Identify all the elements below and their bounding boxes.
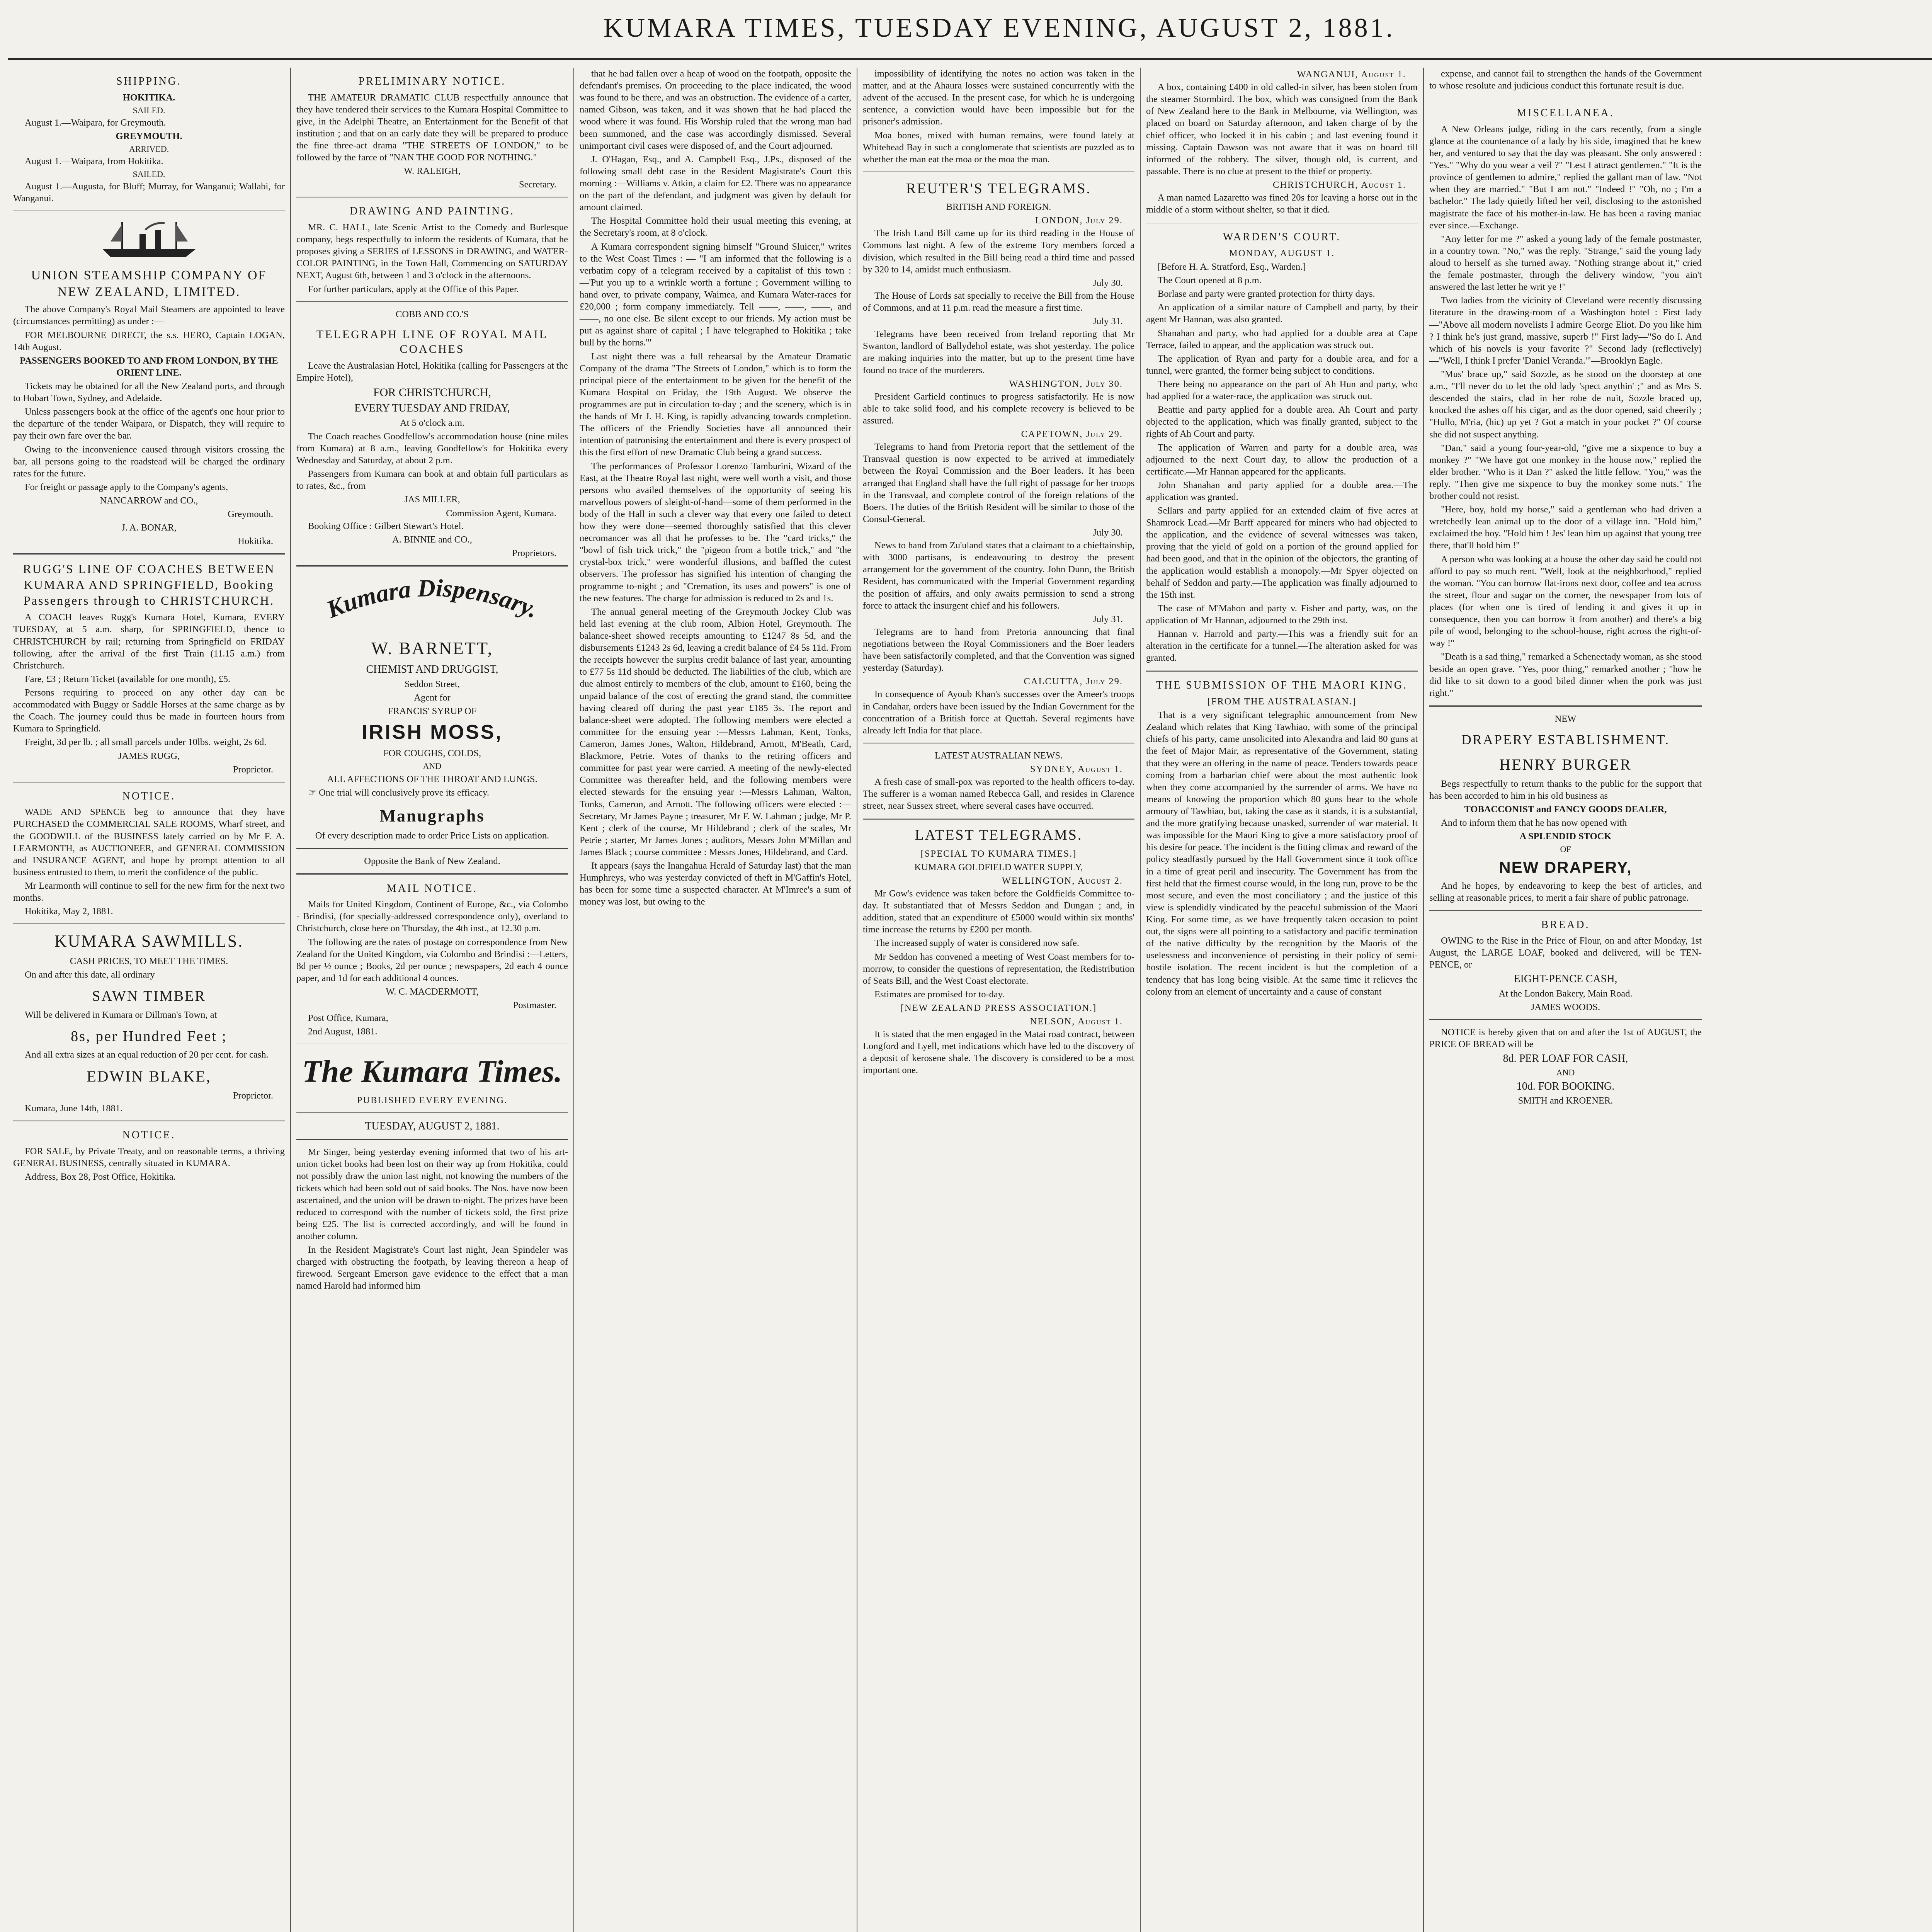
signature: W. RALEIGH,	[404, 166, 461, 177]
paper-title: The Kumara Times.	[302, 1054, 563, 1089]
hokitika-heading: HOKITIKA.	[122, 92, 175, 103]
signature-title: Proprietors.	[512, 548, 556, 558]
misc-paragraph: "Any letter for me ?" asked a young lady of the female postmaster, in a country town. "No," was the reply. "Strange," said the young lady aloud to herself as she turned away. "Nothing strange about it," cried the female postmaster, through the delivery window, "you ain't answered the last letter he writ ye !"	[1429, 233, 1702, 293]
bread-heading: BREAD.	[1541, 918, 1590, 931]
dateline: LONDON, July 29.	[1035, 215, 1123, 226]
cobb-paragraph: The Coach reaches Goodfellow's accommodation house (nine miles from Kumara) at 8 a.m., leaving Goodfellow's for Hokitika every Wednesday and Saturday, at about 2 p.m.	[296, 431, 568, 466]
article-paragraph: Moa bones, mixed with human remains, were found lately at Whitehead Bay in such a conglomerate that scientists are puzzled as to whether the man eat the moa or the moa the man.	[863, 130, 1134, 165]
divider	[296, 1044, 568, 1045]
telegram-paragraph: A fresh case of small-pox was reported to the health officers to-day. The sufferer is a woman named Rebecca Gall, and resides in Clarence street, near Sussex street, where several cases have occurred.	[863, 777, 1134, 811]
submission-paragraph: That is a very significant telegraphic announcement from New Zealand which relates that King Tawhiao, with some of the principal chiefs of his party, came unsolicited into Alexandra and laid 80 guns at the feet of Major Mair, as representative of the Government, stating that they were an offering in the name of peace. Tenders towards peace coming from a barbarian chief were about the most authentic look when they come accompanied by the surrender of arms. We have no means of knowing the proportion which 80 guns bear to the whole armoury of Tawhiao, but, taking the case as it stands, it is a substantial, and the more gratifying because unasked, surrender of war material. It was impossible for the Maori King to give a more satisfactory proof of his desire for peace. The incident is the fitting climax and reward of the policy steadfastly pursued by the Hall Government since it took office in a time of great peril and insecurity. The Government has from the first held that the firmest course would, in the long run, prove to be the most secure, and even the most conciliatory ; and the justice of this view is splendidly vindicated by the peaceful submission of the Maori King. For some time, as we have frequently taken occasion to point out, the signs were all pointing to a satisfactory and pacific termination of the native difficulty by the recognition by the Maoris of the uselessness and inconvenience of persisting in their policy of semi-hostile isolation. The recent incident is but the completion of a tendency that has long being visible. At the same time it relieves the colony from an element of uncertainty and a cause of constant	[1146, 710, 1418, 997]
dateline: July 30.	[1093, 277, 1123, 288]
divider	[13, 553, 285, 555]
masthead	[0, 7, 1932, 49]
misc-paragraph: A New Orleans judge, riding in the cars recently, from a single glance at the countenance of a lady by his side, imagined that he knew her, and ventured to say that the day was pleasant. She only answered : "Yes." "Why do you wear a veil ?" "Lest I attract gentlemen." "It is the province of gentlemen to admire," replied the gallant man of law. "Not when they are married." "But I am not." "Indeed !" "Oh, no ; I'm a bachelor." The lady quietly lifted her veil, disclosing to the astonished magistrate the face of his mother-in-law. He has been a raving maniac ever since.—Exchange.	[1429, 124, 1702, 231]
submission-heading: THE SUBMISSION OF THE MAORI KING.	[1156, 679, 1408, 692]
seddon-street: Seddon Street,	[405, 679, 460, 689]
warden-before: [Before H. A. Stratford, Esq., Warden.]	[1158, 261, 1306, 272]
signature: W. C. MACDERMOTT,	[386, 986, 479, 997]
warden-paragraph: The case of M'Mahon and party v. Fisher and party, was, on the application of Mr Hannan, adjourned to the 29th inst.	[1146, 603, 1418, 626]
price-cash: 8d. PER LOAF FOR CASH,	[1503, 1053, 1628, 1065]
column-6	[1424, 68, 1707, 1932]
sailed-label: SAILED.	[133, 105, 165, 115]
misc-paragraph: "Here, boy, hold my horse," said a gentleman who had driven a wretchedly lean animal up to the door of a village inn. "Hold him," exclaimed the boy. "Hold him ! Jes' lean him up against that young tree there, that'll hold him !"	[1429, 504, 1702, 551]
article-paragraph: The annual general meeting of the Greymouth Jockey Club was held last evening at the club room, Albion Hotel, Greymouth. The balance-sheet showed receipts amounting to £1247 8s 5d, and the disbursements £1243 2s 6d, leaving a credit balance of £4 5s 11d. From the receipts however the surplus credit balance of last year, amounting to £77 5s 11d should be deducted. The liabilities of the club, which are due almost entirely to members of the club, amount to £160, being the unpaid balance of the cost of erecting the grand stand, the committee having cleared off during the past year £185 3s. The report and balance-sheet were adopted. The following members were elected a committee for the ensuing year :—Messrs Lahman, Kent, Tonks, Cameron, James Jones, Walton, Hildebrand, Arnott, M'Beath, Card, Blackmore, Petrie. Votes of thanks to the retiring officers and committee for past year were carried. A meeting of the newly-elected Committee was thereafter held, and the following members were elected stewards for the ensuing year :—Messrs Lahman, Walton, Tonks, Cameron, and Arnott. The following officers were elected :—Secretary, Mr James Payne ; treasurer, Mr F. W. Lahman ; judge, Mr P. Kent ; clerk of the course, Mr Hildebrand ; clerk of the scales, Mr Petrie ; starter, Mr James Jones ; auditors, Messrs John M'Millan and James Black ; course committee : Messrs Jones, Hildebrand, and Card.	[580, 606, 851, 857]
timber-price: 8s, per Hundred Feet ;	[71, 1028, 227, 1044]
signature: A. BINNIE and CO.,	[392, 534, 472, 545]
divider	[1429, 1019, 1702, 1020]
signature: JAMES RUGG,	[118, 750, 180, 761]
signature-title: Postmaster.	[513, 1000, 556, 1011]
sailed-label: SAILED.	[133, 169, 165, 179]
signature: SMITH and KROENER.	[1518, 1095, 1613, 1106]
divider	[1146, 222, 1418, 223]
column-3	[574, 68, 857, 1932]
coughs: FOR COUGHS, COLDS,	[383, 748, 481, 759]
dateline: CALCUTTA, July 29.	[1024, 676, 1123, 687]
rugg-paragraph: Persons requiring to proceed on any other day can be accommodated with Buggy or Saddle Horses at the same charge as by the Coach. The journey could thus be made in fourteen hours from Kumara to Springfield.	[13, 687, 285, 734]
dateline: July 30.	[1093, 527, 1123, 538]
article-paragraph: expense, and cannot fail to strengthen the hands of the Government to whose resolute and judicious conduct this fortunate result is due.	[1429, 68, 1702, 91]
warden-paragraph: Borlase and party were granted protection for thirty days.	[1158, 289, 1375, 299]
signature-title: Secretary.	[519, 179, 556, 190]
sale-paragraph: FOR SALE, by Private Treaty, and on reasonable terms, a thriving GENERAL BUSINESS, centrally situated in KUMARA.	[13, 1146, 285, 1168]
divider	[863, 172, 1134, 173]
notice-heading: NOTICE.	[122, 790, 176, 802]
column-1	[8, 68, 291, 1932]
francis-syrup: FRANCIS' SYRUP OF	[388, 706, 477, 717]
telegram-paragraph: Mr Seddon has convened a meeting of West Coast members for to-morrow, to consider the questions of representation, the Redistribution of Seats Bill, and the West Coast electorate.	[863, 951, 1134, 986]
press-association-label: [NEW ZEALAND PRESS ASSOCIATION.]	[900, 1002, 1097, 1013]
dateline: NELSON, August 1.	[1030, 1016, 1123, 1027]
union-paragraph: Unless passengers book at the office of the agent's one hour prior to the departure of the tender Waipara, or Dispatch, they will require to pay their own fare over the bar.	[13, 406, 285, 441]
burger-paragraph: And to inform them that he has now opened with	[1441, 817, 1627, 828]
svg-text:Kumara Dispensary.	[322, 574, 542, 624]
miscellanea-heading: MISCELLANEA.	[1517, 107, 1614, 119]
sawn-timber: SAWN TIMBER	[92, 988, 206, 1005]
shipping-line: August 1.—Waipara, from Hokitika.	[25, 156, 163, 167]
cobb-paragraph: Passengers from Kumara can book at and obtain full particulars as to rates, &c., from	[296, 469, 568, 492]
of-label: OF	[1560, 844, 1571, 854]
union-paragraph: FOR MELBOURNE DIRECT, the s.s. HERO, Captain LOGAN, 14th August.	[13, 330, 285, 352]
burger-paragraph: Begs respectfully to return thanks to the public for the support that has been accorded to him in his old business as	[1429, 778, 1702, 801]
cobb-paragraph: Leave the Australasian Hotel, Hokitika (calling for Passengers at the Empire Hotel),	[296, 360, 568, 383]
masthead-title: KUMARA TIMES, TUESDAY EVENING, AUGUST 2, 1881.	[603, 13, 1395, 43]
article-paragraph: J. O'Hagan, Esq., and A. Campbell Esq., J.Ps., disposed of the following small debt case in the Resident Magistrate's Court this morning :—Williams v. Atkin, a claim for £2. There was no appearance on the part of the defendant, and judgment was given by default for amount claimed.	[580, 154, 851, 213]
divider	[1429, 98, 1702, 99]
dispensary-arc-title	[297, 573, 568, 631]
shipping-heading: SHIPPING.	[116, 75, 182, 87]
chemist: CHEMIST AND DRUGGIST,	[366, 663, 498, 676]
manugraphs-title: Manugraphs	[379, 806, 485, 825]
signature: JAMES WOODS.	[1531, 1002, 1600, 1013]
agent-location: Hokitika.	[238, 536, 273, 547]
agent-name: NANCARROW and CO.,	[100, 495, 198, 506]
signature-title: Proprietor.	[233, 764, 273, 775]
agent-name: J. A. BONAR,	[121, 522, 177, 533]
steamship-icon	[99, 218, 199, 261]
wade-paragraph: WADE AND SPENCE beg to announce that they have PURCHASED the COMMERCIAL SALE ROOMS, Wharf street, and the GOODWILL of the BUSINESS lately carried on by Mr F. A. LEARMONTH, as AUCTIONEER, and GENERAL COMMISSION and INSURANCE AGENT, and hope by prompt attention to all business entrusted to them, to merit the confidence of the public.	[13, 807, 285, 878]
notice-paragraph: NOTICE is hereby given that on and after the 1st of AUGUST, the PRICE OF BREAD will be	[1429, 1027, 1702, 1050]
price-booking: 10d. FOR BOOKING.	[1516, 1080, 1615, 1092]
misc-paragraph: Two ladies from the vicinity of Cleveland were recently discussing literature in the drawing-room of a Washington hotel : First lady—"Above all modern novelists I admire George Eliot. Do you like him ? I think he's just grand, massive, superb !" First lady—"So do I. And which of his novels is your favorite ?" Second lady (reflectively)—"Well, I think I prefer 'Daniel Veranda.'"—Brooklyn Eagle.	[1429, 295, 1702, 366]
divider	[1429, 705, 1702, 707]
tobacconist: TOBACCONIST and FANCY GOODS DEALER,	[1464, 804, 1667, 815]
article-paragraph: The performances of Professor Lorenzo Tamburini, Wizard of the East, at the Theatre Royal last night, were well worth a visit, and those persons who availed themselves of the opportunity of seeing his marvellous powers of sleight-of-hand—some of them performed in the body of the Hall in such a clever way that every one failed to detect how they were done—seemed thoroughly satisfied that this clever necromancer was all that he professes to be. The "card tricks," the "bowl of fish trick trick," the "pigeon from a bottle trick," and "the crystal-box trick," were wonderful illusions, and baffled the cutest observers. The professor has signified his intention of changing the programme to-night ; and "Cremation, its uses and powers" is one of the new features. The charge for admission is reduced to 2s and 1s.	[580, 461, 851, 604]
article-paragraph: The Hospital Committee hold their usual meeting this evening, at the Secretary's room, at 8 o'clock.	[580, 216, 851, 238]
sawmill-paragraph: On and after this date, all ordinary	[25, 969, 155, 980]
mail-notice-heading: MAIL NOTICE.	[386, 882, 478, 895]
telegram-paragraph: President Garfield continues to progress satisfactorily. He is now able to take solid food, and his complete recovery is believed to be assured.	[863, 391, 1134, 426]
special-label: [SPECIAL TO KUMARA TIMES.]	[920, 848, 1077, 859]
dateline: CAPETOWN, July 29.	[1021, 429, 1123, 440]
opposite-bank: Opposite the Bank of New Zealand.	[364, 855, 500, 866]
greymouth-heading: GREYMOUTH.	[116, 131, 182, 141]
reuters-heading: REUTER'S TELEGRAMS.	[906, 180, 1092, 197]
telegram-paragraph: Estimates are promised for to-day.	[874, 989, 1005, 1000]
and-label: AND	[423, 761, 442, 771]
divider	[296, 1139, 568, 1140]
article-paragraph: It appears (says the Inangahua Herald of Saturday last) that the man Humphreys, who was yesterday convicted of theft in M'Gaffin's Hotel, has been for some time a suspected character. At M'Imree's a sum of money was lost, but owing to the	[580, 861, 851, 907]
barnett-name: W. BARNETT,	[371, 638, 493, 658]
misc-paragraph: "Mus' brace up," said Sozzle, as he stood on the doorstep at one a.m., "I'll never do to let the old lady 'spect anythin' ;" and as Mrs S. descended the stairs, clad in her robe de nuit, Sozzle braced up, knocked the ashes off his cigar, and as the door opened, said cheerily ; "Hullo, M'ria, (hic) up yet ? Got a match in your pocket ?" Of course she did not suspect anything.	[1429, 369, 1702, 440]
edwin-blake: EDWIN BLAKE,	[87, 1068, 211, 1085]
rugg-paragraph: A COACH leaves Rugg's Kumara Hotel, Kumara, EVERY TUESDAY, at 5 a.m. sharp, for SPRINGFIELD, thence to CHRISTCHURCH by rail; returning from Springfield on FRIDAY following, after the arrival of the first Train (11.15 a.m.) from Christchurch.	[13, 612, 285, 671]
article-paragraph: A Kumara correspondent signing himself "Ground Sluicer," writes to the West Coast Times : — "I am informed that the following is a verbatim copy of a telegram received by a capitalist of this town :—'Put you up to a wrinkle worth a fortune ; Government willing to hand over, to private company, Waimea, and Kumara Water-races for £20,000 ; form company immediately. Tell ——, ——, ——, and ——, no one else. Be silent except to our friends. My action must be put as against share of capital ; I have telegraphed to Hokitika ; take bull by the horns.'"	[580, 241, 851, 348]
amateur-dramatic-paragraph: THE AMATEUR DRAMATIC CLUB respectfully announce that they have tendered their services to the Kumara Hospital Committee to give, in the Adelphi Theatre, an Entertainment for the Benefit of that institution ; and that on an early date they will be prepared to produce the fine three-act drama "THE STREETS OF LONDON," to be followed by the farce of "NAN THE GOOD FOR NOTHING."	[296, 92, 568, 163]
column-2	[291, 68, 574, 1932]
passengers-booked: PASSENGERS BOOKED TO AND FROM LONDON, BY THE ORIENT LINE.	[20, 355, 278, 378]
telegram-paragraph: News to hand from Zu'uland states that a claimant to a chieftainship, with 3000 partisans, is endeavouring to destroy the present arrangement for the government of the country. John Dunn, the British Resident, has communicated with the Imperial Government regarding the position of affairs, and only awaits permission to send a strong force to attack the insurgent chief and his followers.	[863, 540, 1134, 611]
telegram-paragraph: A box, containing £400 in old called-in silver, has been stolen from the steamer Stormbird. The box, which was consigned from the Bank of New Zealand here to the Bank in Melbourne, via Wellington, was placed on board on Saturday afternoon, and taken charge of by the chief officer, who locked it in his cabin ; and last evening found it missing. Captain Dawson was not aware that it was on board till informed of the robbery. The silver, though old, is current, and passable. There is no clue at present to the thief or property.	[1146, 82, 1418, 177]
latest-australian-heading: LATEST AUSTRALIAN NEWS.	[935, 750, 1063, 761]
sawmills-title: KUMARA SAWMILLS.	[54, 932, 244, 951]
telegram-paragraph: The House of Lords sat specially to receive the Bill from the House of Commons, and at 11 p.m. read the measure a first time.	[863, 290, 1134, 313]
article-paragraph: that he had fallen over a heap of wood on the footpath, opposite the defendant's premises. On proceeding to the place indicated, the wood was found to be there, and was an obstruction. The evidence of a carter, named Gibson, was taken, and it was shown that he had placed the wood where it was found. His Worship ruled that the wrong man had been summoned, and the case was accordingly dismissed. Several unimportant civil cases were disposed of, and the Court adjourned.	[580, 68, 851, 151]
article-paragraph: Mr Singer, being yesterday evening informed that two of his art-union ticket books had been lost on their way up from Hokitika, could not possibly draw the union last night, not knowing the numbers of the tickets which had been sold out of said books. The Nos. have now been ascertained, and the union will be drawn to-night. The prizes have been reduced to correspond with the number of tickets sold, the first prize being £25. The list is corrected accordingly, and will be found in another column.	[296, 1147, 568, 1242]
union-steamship-title: UNION STEAMSHIP COMPANY OF NEW ZEALAND, LIMITED.	[31, 268, 267, 299]
article-paragraph: In the Resident Magistrate's Court last night, Jean Spindeler was charged with obstructing the footpath, by leaving thereon a heap of firewood. Sergeant Emerson gave evidence to the effect that a man named Harold had informed him	[296, 1245, 568, 1291]
warden-paragraph: Beattie and party applied for a double area. Ah Court and party objected to the application, which was finally granted, subject to the rights of Ah Court and party.	[1146, 405, 1418, 439]
henry-burger: HENRY BURGER	[1499, 755, 1632, 773]
newspaper-columns	[8, 68, 1932, 1932]
masthead-rule	[8, 58, 1932, 60]
union-paragraph: Tickets may be obtained for all the New Zealand ports, and through to Hobart Town, Sydney, and Adelaide.	[13, 381, 285, 404]
telegram-paragraph: A man named Lazaretto was fined 20s for leaving a horse out in the middle of a storm without shelter, so that it died.	[1146, 192, 1418, 215]
warden-paragraph: Shanahan and party, who had applied for a double area at Cape Terrace, failed to appear, and the application was struck out.	[1146, 328, 1418, 350]
post-office: Post Office, Kumara,	[308, 1013, 388, 1024]
telegram-paragraph: Telegrams are to hand from Pretoria announcing that final negotiations between the Royal Commissioners and the Boer leaders have been satisfactorily completed, and that the Convention was signed yesterday (Saturday).	[863, 626, 1134, 673]
misc-paragraph: "Dan," said a young four-year-old, "give me a sixpence to buy a monkey ?" "We have got one monkey in the house now," replied the elder brother. "Who is it Dan ?" asked the little fellow. "You," was the reply. "Then give me sixpence to buy the monkey some nuts." The brother could not resist.	[1429, 442, 1702, 502]
arrived-label: ARRIVED.	[129, 144, 169, 154]
divider	[296, 565, 568, 567]
warden-paragraph: The application of Ryan and party for a double area, and for a tunnel, were granted, the former being subject to conditions.	[1146, 353, 1418, 376]
divider	[13, 211, 285, 212]
warden-paragraph: John Shanahan and party applied for a double area.—The application was granted.	[1146, 480, 1418, 502]
misc-paragraph: "Death is a sad thing," remarked a Schenectady woman, as she stood beside an open grave. "Yes, poor thing," remarked another ; "how he did like to sit down to a good biled dinner when the pork was just right."	[1429, 651, 1702, 698]
divider	[863, 818, 1134, 820]
dateline: Kumara, June 14th, 1881.	[25, 1103, 123, 1114]
telegram-paragraph: It is stated that the men engaged in the Matai road contract, between Longford and Lyell, met indications which have led to the discovery of a deposit of kerosene shale. The discovery is considered to be a most important one.	[863, 1029, 1134, 1076]
bakery-location: At the London Bakery, Main Road.	[1498, 988, 1633, 999]
and-label: AND	[1556, 1067, 1575, 1077]
dateline: SYDNEY, August 1.	[1030, 764, 1123, 774]
warden-court-heading: WARDEN'S COURT.	[1223, 231, 1341, 243]
issue-date: TUESDAY, AUGUST 2, 1881.	[365, 1120, 500, 1132]
sawmill-paragraph: And all extra sizes at an equal reduction of 20 per cent. for cash.	[25, 1049, 269, 1060]
dateline: Hokitika, May 2, 1881.	[25, 906, 113, 917]
union-paragraph: Owing to the inconvenience caused through visitors crossing the bar, all persons going to the roadstead will be charged the ordinary rates for the future.	[13, 444, 285, 479]
rugg-paragraph: Fare, £3 ; Return Ticket (available for one month), £5.	[25, 673, 231, 684]
shipping-line: August 1.—Augusta, for Bluff; Murray, for Wanganui; Wallabi, for Wanganui.	[13, 181, 285, 204]
cobb-time: At 5 o'clock a.m.	[400, 417, 465, 428]
divider	[13, 923, 285, 924]
divider	[296, 1112, 568, 1113]
notice-heading: NOTICE.	[122, 1129, 176, 1141]
signature-title: Commission Agent, Kumara.	[446, 508, 556, 519]
telegram-paragraph: The increased supply of water is considered now safe.	[874, 938, 1079, 949]
column-4	[857, 68, 1141, 1932]
cobb-schedule: EVERY TUESDAY AND FRIDAY,	[354, 402, 510, 415]
dateline: July 31.	[1093, 316, 1123, 327]
water-supply-heading: KUMARA GOLDFIELD WATER SUPPLY,	[914, 862, 1083, 872]
warden-paragraph: Hannan v. Harrold and party.—This was a friendly suit for an alteration in the certificate for a tunnel.—The alteration asked for was granted.	[1146, 629, 1418, 663]
dispensary-title: Kumara Dispensary.	[322, 574, 543, 624]
article-paragraph: Last night there was a full rehearsal by the Amateur Dramatic Company of the drama "The Streets of London," which is to form the principal piece of the entertainment to be given for the benefit of the Kumara Hospital on Friday, the 19th August. We observe the programmes are put in circulation to-day ; and the scenery, which is in the hands of Mr J. H. King, is rapidly advancing towards completion. The officers of the Friendly Societies have all announced their intention of patronising the entertainment and there is every prospect of this the first effort of new Dramatic Club being a grand success.	[580, 351, 851, 458]
mail-paragraph: The following are the rates of postage on correspondence from New Zealand for the United Kingdom, via Colombo and Brindisi :—Letters, 8d per ½ ounce ; Books, 2d per ounce ; newspapers, 2d each 4 ounce paper, and 1d for each additional 4 ounces.	[296, 937, 568, 983]
bread-paragraph: OWING to the Rise in the Price of Flour, on and after Monday, 1st August, the LARGE LOAF, booked and delivered, will be TEN-PENCE, or	[1429, 935, 1702, 970]
article-paragraph: impossibility of identifying the notes no action was taken in the matter, and at the Ahaura losses were sustained concurrently with the advent of the accused. In the present case, for which he is undergoing sentence, a conviction would have been impossible but for the prisoner's admission.	[863, 68, 1134, 127]
irish-moss: IRISH MOSS,	[362, 721, 503, 744]
cobb-telegraph-line: TELEGRAPH LINE OF ROYAL MAIL COACHES	[316, 328, 548, 355]
eightpence-cash: EIGHT-PENCE CASH,	[1514, 973, 1617, 985]
latest-telegrams-heading: LATEST TELEGRAMS.	[915, 827, 1083, 844]
booking-office: Booking Office : Gilbert Stewart's Hotel.	[308, 520, 464, 531]
telegram-paragraph: Mr Gow's evidence was taken before the Goldfields Committee to-day. It substantiated that of Messrs Seddon and Dungan ; and, in addition, stated that an expenditure of £5000 would within six months' time increase the returns by £200 per month.	[863, 888, 1134, 935]
warden-paragraph: An application of a similar nature of Campbell and party, by their agent Mr Hannan, was also granted.	[1146, 302, 1418, 325]
burger-paragraph: And he hopes, by endeavoring to keep the best of articles, and selling at reasonable prices, to merit a fair share of public patronage.	[1429, 881, 1702, 903]
published-line: PUBLISHED EVERY EVENING.	[357, 1095, 508, 1105]
signature: JAS MILLER,	[404, 494, 460, 505]
divider	[296, 848, 568, 849]
dateline: WELLINGTON, August 2.	[1002, 875, 1123, 886]
agent-for: Agent for	[414, 692, 451, 703]
sawmill-paragraph: Will be delivered in Kumara or Dillman's Town, at	[25, 1009, 217, 1020]
british-foreign: BRITISH AND FOREIGN.	[946, 202, 1051, 213]
affections: ALL AFFECTIONS OF THE THROAT AND LUNGS.	[327, 774, 537, 785]
dateline: CHRISTCHURCH, August 1.	[1273, 179, 1406, 190]
cobb-destination: FOR CHRISTCHURCH,	[373, 386, 492, 399]
divider	[296, 301, 568, 302]
union-paragraph: For freight or passage apply to the Company's agents,	[25, 481, 228, 492]
divider	[1429, 910, 1702, 911]
warden-paragraph: There being no appearance on the part of Ah Hun and party, who had applied for a water-race, the application was struck out.	[1146, 379, 1418, 402]
shipping-line: August 1.—Waipara, for Greymouth.	[25, 117, 166, 128]
mail-paragraph: Mails for United Kingdom, Continent of Europe, &c., via Colombo - Brindisi, (for specially-addressed correspondence only), overland to Christchurch, close here on Thursday, the 4th inst., at 12.30 p.m.	[296, 899, 568, 934]
wade-paragraph: Mr Learmonth will continue to sell for the new firm for the next two months.	[13, 880, 285, 903]
drawing-heading: DRAWING AND PAINTING.	[350, 205, 515, 218]
splendid-stock: A SPLENDID STOCK	[1519, 831, 1612, 842]
telegram-paragraph: Telegrams to hand from Pretoria report that the settlement of the Transvaal question is now expected to be arrived at immediately between the Royal Commission and the Boer leaders. It has been arranged that England shall have the full right of passage for her troops in the Transvaal, and complete control of the foreign relations of the Boers. The duties of the British Resident will be similar to those of the Consul-General.	[863, 442, 1134, 524]
dateline: WANGANUI, August 1.	[1297, 69, 1406, 80]
dateline: July 31.	[1093, 614, 1123, 624]
preliminary-notice-heading: PRELIMINARY NOTICE.	[358, 75, 506, 87]
warden-paragraph: The Court opened at 8 p.m.	[1158, 275, 1262, 286]
warden-paragraph: The application of Warren and party for a double area, was adjourned to the next Court day, to allow the production of a certificate.—Mr Hannan appeared for the applicants.	[1146, 442, 1418, 477]
rugg-coaches-title: RUGG'S LINE OF COACHES BETWEEN KUMARA AND SPRINGFIELD, Booking Passengers through to CHRISTCHURCH.	[23, 562, 275, 607]
hall-paragraph: For further particulars, apply at the Office of this Paper.	[308, 284, 519, 294]
signature-title: Proprietor.	[233, 1090, 273, 1101]
rugg-paragraph: Freight, 3d per lb. ; all small parcels under 10lbs. weight, 2s 6d.	[25, 737, 267, 748]
cash-prices: CASH PRICES, TO MEET THE TIMES.	[70, 956, 228, 967]
dateline: WASHINGTON, July 30.	[1009, 378, 1123, 389]
column-5	[1141, 68, 1424, 1932]
warden-paragraph: Sellars and party applied for an extended claim of five acres at Shamrock Lead.—Mr Barff appeared for miners who had objected to the application, and the evidence of several witnesses was taken, proving that the yield of gold on a portion of the ground applied for had been good, and that in the opinion of the objectors, the granting of the application would establish a monopoly.—Mr Spyer objected on behalf of Seddon and party.—The application was finally adjourned to the 15th inst.	[1146, 505, 1418, 600]
telegram-paragraph: The Irish Land Bill came up for its third reading in the House of Commons last night. A few of the extreme Tory members forced a division, which resulted in the Bill being read a third time and passed by 320 to 14, amidst much enthusiasm.	[863, 228, 1134, 275]
new-label: NEW	[1554, 713, 1577, 724]
trial-note: ☞ One trial will conclusively prove its efficacy.	[308, 787, 489, 798]
divider	[1146, 670, 1418, 672]
union-paragraph: The above Company's Royal Mail Steamers are appointed to leave (circumstances permitting) as under :—	[13, 304, 285, 327]
misc-paragraph: A person who was looking at a house the other day said he could not afford to pay so much rent. "Well, look at the neighborhood," replied the woman. "You can borrow flat-irons next door, coffee and tea across the street, flour and sugar on the corner, the newspaper from lots of places (for when one is tired of lending it and gives it up in consequence, then you can borrow it from another) and there's a big pile of wood, belonging to the school-house, right across the right-of-way !"	[1429, 554, 1702, 649]
hall-paragraph: MR. C. HALL, late Scenic Artist to the Comedy and Burlesque company, begs respectfully to inform the residents of Kumara, that he proposes giving a SERIES of LESSONS in DRAWING, and WATER-COLOR PAINTING, in the Town Hall, Commencing on SATURDAY NEXT, August 6th, between 1 and 3 o'clock in the afternoons.	[296, 222, 568, 281]
sale-paragraph: Address, Box 28, Post Office, Hokitika.	[25, 1171, 176, 1182]
post-office-date: 2nd August, 1881.	[308, 1026, 378, 1037]
warden-date: MONDAY, AUGUST 1.	[1229, 248, 1335, 259]
cobb-heading: COBB AND CO.'S	[396, 309, 469, 320]
drapery-heading: DRAPERY ESTABLISHMENT.	[1461, 732, 1670, 748]
divider	[296, 873, 568, 875]
agent-location: Greymouth.	[228, 509, 273, 520]
new-drapery: NEW DRAPERY,	[1499, 858, 1632, 877]
telegram-paragraph: In consequence of Ayoub Khan's successes over the Ameer's troops in Candahar, orders have been issued by the Indian Government for the concentration of a British force at Quettah. Several regiments have already left India for that place.	[863, 689, 1134, 736]
manugraphs-note: Of every description made to order Price Lists on application.	[315, 830, 549, 841]
from-australasian: [FROM THE AUSTRALASIAN.]	[1207, 696, 1357, 707]
telegram-paragraph: Telegrams have been received from Ireland reporting that Mr Swanton, landlord of Ballydehol estate, was shot yesterday. The police are making inquiries into the matter, but up to the present time have found no trace of the murderers.	[863, 329, 1134, 376]
